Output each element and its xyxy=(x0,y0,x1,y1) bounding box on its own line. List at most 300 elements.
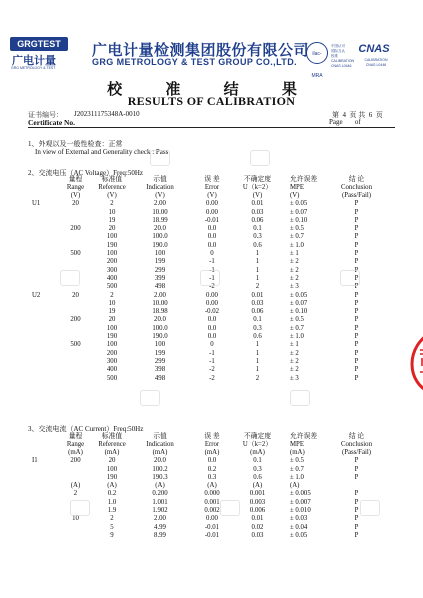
table-header-row xyxy=(32,449,372,457)
cell-reference: 20 xyxy=(108,225,116,233)
cell-reference: 190 xyxy=(106,333,118,341)
header-range: 量程 xyxy=(68,433,83,440)
cell-conclusion: P xyxy=(354,333,359,341)
header-uncertainty: U（k=2） xyxy=(242,184,273,192)
cnas-logo: CNAS xyxy=(358,43,390,55)
table-header-row xyxy=(32,184,372,192)
cell-uncertainty: 0.6 xyxy=(253,473,262,481)
header-range: Range xyxy=(66,184,85,192)
header-uncertainty: U（k=2） xyxy=(242,441,273,449)
cell-function xyxy=(32,341,57,349)
logo-tagline: GRG METROLOGY & TEST xyxy=(11,66,56,70)
cell-conclusion: P xyxy=(354,225,359,233)
cell-range xyxy=(57,300,94,308)
header-function xyxy=(32,192,57,200)
cell-error: -1 xyxy=(209,357,215,365)
cell-function xyxy=(32,490,57,498)
section3-title: 3、交流电流（AC Current）Freq:50Hz xyxy=(28,425,144,433)
header-function xyxy=(32,449,57,457)
cell-error: 0.0 xyxy=(207,333,217,341)
cell-indication: 100.0 xyxy=(152,324,168,332)
table-row xyxy=(32,375,372,383)
table-header-row xyxy=(32,441,372,449)
cell-conclusion: P xyxy=(354,507,359,515)
cell-error: -1 xyxy=(209,258,215,266)
cell-indication: 190.0 xyxy=(152,241,168,249)
cell-function xyxy=(32,275,57,283)
cell-mpe: ± 2 xyxy=(290,366,299,374)
cell-reference: 400 xyxy=(106,366,118,374)
cell-error: 0.000 xyxy=(204,490,220,498)
cell-mpe: ± 0.07 xyxy=(290,299,308,307)
cell-indication: 100.0 xyxy=(152,233,168,241)
cell-conclusion: P xyxy=(354,258,359,266)
cell-function xyxy=(32,532,57,540)
cell-function xyxy=(32,308,57,316)
cell-indication: 190.3 xyxy=(152,473,168,481)
cell-conclusion: P xyxy=(354,250,359,258)
table-row xyxy=(32,457,372,465)
official-seal-fragment xyxy=(408,328,423,398)
cell-mpe: ± 0.7 xyxy=(290,465,304,473)
cell-mpe: ± 0.05 xyxy=(290,200,308,208)
ac-current-table xyxy=(32,433,372,540)
cell-error: -0.02 xyxy=(204,308,220,316)
cell-indication: 199 xyxy=(154,349,166,357)
cell-conclusion: P xyxy=(354,473,359,481)
header-mpe: 允许误差 xyxy=(290,433,318,440)
cell-uncertainty: 0.1 xyxy=(253,316,262,324)
header-reference: Reference xyxy=(98,441,126,449)
cell-mpe: ± 2 xyxy=(290,357,299,365)
header-reference: (V) xyxy=(107,192,117,200)
cell-indication: 299 xyxy=(154,266,166,274)
cell-indication: 10.00 xyxy=(152,208,168,216)
cell-range xyxy=(57,325,94,333)
header-mpe: MPE xyxy=(290,441,304,449)
cell-uncertainty: 0.6 xyxy=(253,333,262,341)
watermark-mark xyxy=(70,500,90,516)
cell-indication: 498 xyxy=(154,374,166,382)
header-function xyxy=(32,176,57,184)
header-uncertainty: (mA) xyxy=(250,449,265,457)
cell-reference: 19 xyxy=(108,308,116,316)
cell-function xyxy=(32,474,57,482)
watermark-mark xyxy=(220,500,240,516)
certificate-label-en: Certificate No. xyxy=(28,118,76,127)
header-indication: Indication xyxy=(146,184,174,192)
cell-mpe: ± 0.007 xyxy=(290,498,311,506)
header-conclusion: (Pass/Fail) xyxy=(341,192,372,200)
header-uncertainty: (V) xyxy=(252,192,263,200)
cell-uncertainty: 1 xyxy=(255,341,260,349)
cell-mpe: ± 0.7 xyxy=(290,324,304,332)
header-indication: (V) xyxy=(155,192,165,200)
cell-range xyxy=(57,366,94,374)
logo-chinese-name: 广电计量 xyxy=(12,54,56,67)
section1-title-cn: 1、外观以及一般性检查：正常 xyxy=(28,140,123,148)
cell-uncertainty: 2 xyxy=(255,283,260,291)
cell-function xyxy=(32,515,57,523)
cell-reference: 19 xyxy=(108,216,116,224)
cell-function xyxy=(32,375,57,383)
cell-indication: 2.00 xyxy=(154,200,166,208)
cell-mpe: ± 0.10 xyxy=(290,216,308,224)
cell-conclusion: P xyxy=(354,283,359,291)
watermark-mark xyxy=(60,270,80,286)
cell-error: 0.0 xyxy=(207,457,217,465)
cell-conclusion: P xyxy=(354,465,359,473)
header-error: (V) xyxy=(207,192,217,200)
cell-range xyxy=(57,474,94,482)
cell-reference: 0.2 xyxy=(107,490,117,498)
cell-range xyxy=(57,358,94,366)
cell-conclusion: P xyxy=(354,523,359,531)
cell-function xyxy=(32,466,57,474)
cell-function xyxy=(32,300,57,308)
cell-mpe: ± 0.005 xyxy=(290,490,311,498)
cell-reference: 100 xyxy=(106,233,118,241)
cell-reference: 2 xyxy=(110,291,114,299)
table-row xyxy=(32,316,372,324)
cell-mpe: ± 3 xyxy=(290,374,299,382)
cell-uncertainty: 0.01 xyxy=(251,200,264,208)
cell-uncertainty: 0.01 xyxy=(251,291,264,299)
page-indicator-cn: 第 4 页 共 6 页 xyxy=(332,111,383,119)
cell-function xyxy=(32,267,57,275)
cell-mpe: ± 0.05 xyxy=(290,291,308,299)
table-row xyxy=(32,350,372,358)
cell-uncertainty: 0.6 xyxy=(253,241,262,249)
cell-reference: 100 xyxy=(106,250,118,258)
cell-function xyxy=(32,217,57,225)
table-row xyxy=(32,325,372,333)
cell-uncertainty: 0.001 xyxy=(249,490,266,498)
cell-uncertainty: 0.006 xyxy=(249,507,266,515)
table-row xyxy=(32,333,372,341)
cell-range xyxy=(57,333,94,341)
cell-indication: 18.99 xyxy=(152,216,168,224)
cell-uncertainty: 1 xyxy=(255,357,260,365)
cell-reference: 190 xyxy=(106,473,118,481)
cell-uncertainty: (A) xyxy=(252,482,263,490)
table-row xyxy=(32,233,372,241)
cell-mpe: ± 0.05 xyxy=(290,531,308,539)
cell-uncertainty: 0.03 xyxy=(251,299,264,307)
cell-mpe: ± 2 xyxy=(290,349,299,357)
watermark-mark xyxy=(150,150,170,166)
cell-indication: 4.99 xyxy=(154,523,166,531)
cell-function xyxy=(32,499,57,507)
cell-function xyxy=(32,258,57,266)
cell-mpe: ± 0.07 xyxy=(290,208,308,216)
cell-uncertainty: 2 xyxy=(255,374,260,382)
cell-uncertainty: 1 xyxy=(255,366,260,374)
cell-error: 0.0 xyxy=(207,316,217,324)
cell-range xyxy=(57,350,94,358)
cell-error: -1 xyxy=(209,266,215,274)
cell-function xyxy=(32,283,57,291)
cell-reference: (A) xyxy=(107,482,117,490)
cell-error: 0.00 xyxy=(206,200,218,208)
header-conclusion: Conclusion xyxy=(341,184,372,192)
cell-reference: 20 xyxy=(108,316,116,324)
header-reference: (mA) xyxy=(104,449,120,457)
cell-uncertainty: 0.01 xyxy=(251,515,264,523)
cell-function xyxy=(32,333,57,341)
cell-indication: 0.200 xyxy=(152,490,168,498)
cell-mpe: ± 3 xyxy=(290,283,299,291)
cell-mpe: ± 1 xyxy=(290,250,299,258)
table-row xyxy=(32,532,372,540)
cell-indication: 199 xyxy=(154,258,166,266)
cell-range: 20 xyxy=(72,291,79,299)
cell-conclusion: P xyxy=(354,374,359,382)
cell-mpe: ± 1.0 xyxy=(290,473,304,481)
cell-indication: 100 xyxy=(154,250,166,258)
cell-reference: 100 xyxy=(106,341,118,349)
cell-mpe: ± 0.10 xyxy=(290,308,308,316)
watermark-mark xyxy=(290,390,310,406)
cell-uncertainty: 0.3 xyxy=(253,324,262,332)
cell-uncertainty: 0.1 xyxy=(253,225,262,233)
cell-function: U1 xyxy=(32,200,41,208)
cell-error: -0.01 xyxy=(204,523,220,531)
cell-error: 0.00 xyxy=(206,515,218,523)
cell-conclusion: P xyxy=(354,457,359,465)
cell-indication: 299 xyxy=(154,357,166,365)
cell-indication: 2.00 xyxy=(154,291,166,299)
cell-range: 500 xyxy=(70,250,81,258)
header-conclusion: 结 论 xyxy=(348,176,365,183)
cell-error: 0.001 xyxy=(204,498,220,506)
cell-reference: 1.9 xyxy=(107,507,117,515)
cell-conclusion: P xyxy=(354,241,359,249)
cell-mpe: (A) xyxy=(290,482,300,490)
cell-conclusion: P xyxy=(354,200,359,208)
cell-error: -0.01 xyxy=(204,216,220,224)
table-row xyxy=(32,225,372,233)
header-error: (mA) xyxy=(204,449,220,457)
cell-mpe: ± 0.04 xyxy=(290,523,308,531)
header-range: (mA) xyxy=(68,449,83,457)
cell-conclusion: P xyxy=(354,308,359,316)
header-uncertainty: 不确定度 xyxy=(243,433,272,440)
header-reference: Reference xyxy=(98,184,126,192)
cell-error: 0 xyxy=(210,341,214,349)
header-range: Range xyxy=(66,441,85,449)
cell-indication: 20.0 xyxy=(154,225,166,233)
header-range: (V) xyxy=(70,192,81,200)
company-logo: GRGTEST xyxy=(10,37,68,51)
cell-uncertainty: 1 xyxy=(255,258,260,266)
cell-function xyxy=(32,225,57,233)
cell-error: 0.0 xyxy=(207,225,217,233)
cell-conclusion: P xyxy=(354,531,359,539)
cell-range: 200 xyxy=(70,225,81,233)
table-row xyxy=(32,366,372,374)
header-function xyxy=(32,184,57,192)
cell-reference: 1.0 xyxy=(107,498,117,506)
cell-conclusion: P xyxy=(354,515,359,523)
cell-indication: 10.00 xyxy=(152,299,168,307)
section2-title: 2、交流电压（AC Voltage）Freq:50Hz xyxy=(28,169,144,177)
cell-mpe: ± 1.0 xyxy=(290,333,304,341)
cell-indication: 498 xyxy=(154,283,166,291)
cell-indication: 398 xyxy=(154,366,166,374)
cell-function: I1 xyxy=(32,457,38,465)
cell-reference: 10 xyxy=(108,208,116,216)
ilac-mra-caption: 中国认可 国际互认 校准 CALIBRATION CNAS L0446 xyxy=(331,44,355,68)
cell-range xyxy=(57,258,94,266)
cell-range: 20 xyxy=(72,200,79,208)
cell-mpe: ± 2 xyxy=(290,266,299,274)
table-row xyxy=(32,292,372,300)
cell-uncertainty: 1 xyxy=(255,266,260,274)
cell-mpe: ± 1.0 xyxy=(290,241,304,249)
cell-error: 0.00 xyxy=(206,299,218,307)
cell-reference: 2 xyxy=(110,515,114,523)
table-row xyxy=(32,217,372,225)
cell-uncertainty: 1 xyxy=(255,349,260,357)
table-row xyxy=(32,515,372,523)
cell-indication: 20.0 xyxy=(154,316,166,324)
cell-reference: 9 xyxy=(110,531,114,539)
table-row xyxy=(32,300,372,308)
cell-uncertainty: 0.02 xyxy=(251,523,264,531)
cell-reference: 500 xyxy=(106,283,118,291)
cell-indication: 18.98 xyxy=(152,308,168,316)
table-row xyxy=(32,258,372,266)
header-error: 误 差 xyxy=(204,433,220,440)
cell-error: 0.00 xyxy=(206,291,218,299)
table-row xyxy=(32,466,372,474)
table-header-row xyxy=(32,192,372,200)
cell-mpe: ± 0.03 xyxy=(290,515,308,523)
cell-conclusion: P xyxy=(354,208,359,216)
cell-conclusion: P xyxy=(354,324,359,332)
cell-mpe: ± 2 xyxy=(290,274,299,282)
cell-indication: 20.0 xyxy=(154,457,166,465)
table-header-row xyxy=(32,433,372,441)
ilac-mra-logo: ilac-MRA xyxy=(306,42,328,64)
cnas-caption: CALIBRATION CNAS L0446 xyxy=(364,58,388,67)
cell-function xyxy=(32,507,57,515)
table-row xyxy=(32,524,372,532)
cell-range: 2 xyxy=(73,490,78,498)
table-row xyxy=(32,490,372,498)
cell-reference: 5 xyxy=(110,523,114,531)
header-indication: (mA) xyxy=(152,449,168,457)
cell-error: 0.00 xyxy=(206,208,218,216)
cell-uncertainty: 0.3 xyxy=(253,233,262,241)
certificate-number: J202311175348A-0010 xyxy=(74,110,140,118)
cell-indication: (A) xyxy=(155,482,165,490)
cell-conclusion: P xyxy=(354,299,359,307)
cell-range: 200 xyxy=(70,316,81,324)
cell-uncertainty: 0.3 xyxy=(253,465,262,473)
cell-reference: 100 xyxy=(106,324,118,332)
watermark-mark xyxy=(140,390,160,406)
cell-function xyxy=(32,358,57,366)
cell-uncertainty: 0.06 xyxy=(251,216,264,224)
table-row xyxy=(32,341,372,349)
cell-function: U2 xyxy=(32,291,41,299)
cell-conclusion: P xyxy=(354,291,359,299)
header-function xyxy=(32,441,57,449)
header-conclusion: (Pass/Fail) xyxy=(341,449,372,457)
cell-mpe: ± 1 xyxy=(290,341,299,349)
table-header-row xyxy=(32,176,372,184)
cell-function xyxy=(32,316,57,324)
table-row xyxy=(32,474,372,482)
cell-conclusion: P xyxy=(354,216,359,224)
header-divider xyxy=(28,127,395,128)
cell-error: -2 xyxy=(209,283,215,291)
cell-function xyxy=(32,250,57,258)
certificate-label-cn: 证书编号： xyxy=(28,111,63,119)
cell-error: -1 xyxy=(209,349,215,357)
cell-mpe: ± 2 xyxy=(290,258,299,266)
header-indication: Indication xyxy=(146,441,174,449)
cell-mpe: ± 0.5 xyxy=(290,316,304,324)
cell-mpe: ± 0.010 xyxy=(290,507,311,515)
cell-indication: 1.001 xyxy=(152,498,168,506)
cell-error: -2 xyxy=(209,366,215,374)
header-indication: 示值 xyxy=(153,433,167,440)
cell-error: 0.0 xyxy=(207,324,217,332)
page-title-en: RESULTS OF CALIBRATION xyxy=(127,94,296,108)
cell-range: 200 xyxy=(70,457,81,465)
cell-reference: 400 xyxy=(106,274,118,282)
page-indicator-en: Page of xyxy=(329,118,361,126)
cell-reference: 100 xyxy=(106,465,118,473)
table-row xyxy=(32,250,372,258)
cell-conclusion: P xyxy=(354,316,359,324)
cell-reference: 190 xyxy=(106,241,118,249)
cell-conclusion: P xyxy=(354,498,359,506)
cell-uncertainty: 0.1 xyxy=(253,457,262,465)
cell-uncertainty: 1 xyxy=(255,274,260,282)
table-row xyxy=(32,200,372,208)
cell-function xyxy=(32,209,57,217)
table-row xyxy=(32,308,372,316)
cell-range xyxy=(57,524,94,532)
cell-conclusion: P xyxy=(354,357,359,365)
cell-uncertainty: 1 xyxy=(255,250,260,258)
cell-function xyxy=(32,325,57,333)
header-conclusion: 结 论 xyxy=(348,433,365,440)
header-mpe: (mA) xyxy=(290,449,305,457)
page-title-cn: 校 准 结 果 xyxy=(107,80,316,98)
cell-indication: 1.902 xyxy=(152,507,168,515)
cell-indication: 190.0 xyxy=(152,333,168,341)
cell-conclusion: P xyxy=(354,366,359,374)
section1-title-en: In view of External and Generality check : Pass xyxy=(35,148,169,156)
watermark-mark xyxy=(200,270,220,286)
cell-function xyxy=(32,482,57,490)
cell-error: -2 xyxy=(209,374,215,382)
cell-uncertainty: 0.03 xyxy=(251,208,264,216)
company-name-en: GRG METROLOGY & TEST GROUP CO.,LTD. xyxy=(92,57,298,67)
header-reference: 标准值 xyxy=(101,433,123,440)
header-function xyxy=(32,433,57,441)
cell-range xyxy=(57,209,94,217)
cell-error: (A) xyxy=(207,482,217,490)
cell-conclusion: P xyxy=(354,341,359,349)
cell-mpe: ± 0.5 xyxy=(290,225,304,233)
cell-range xyxy=(57,217,94,225)
